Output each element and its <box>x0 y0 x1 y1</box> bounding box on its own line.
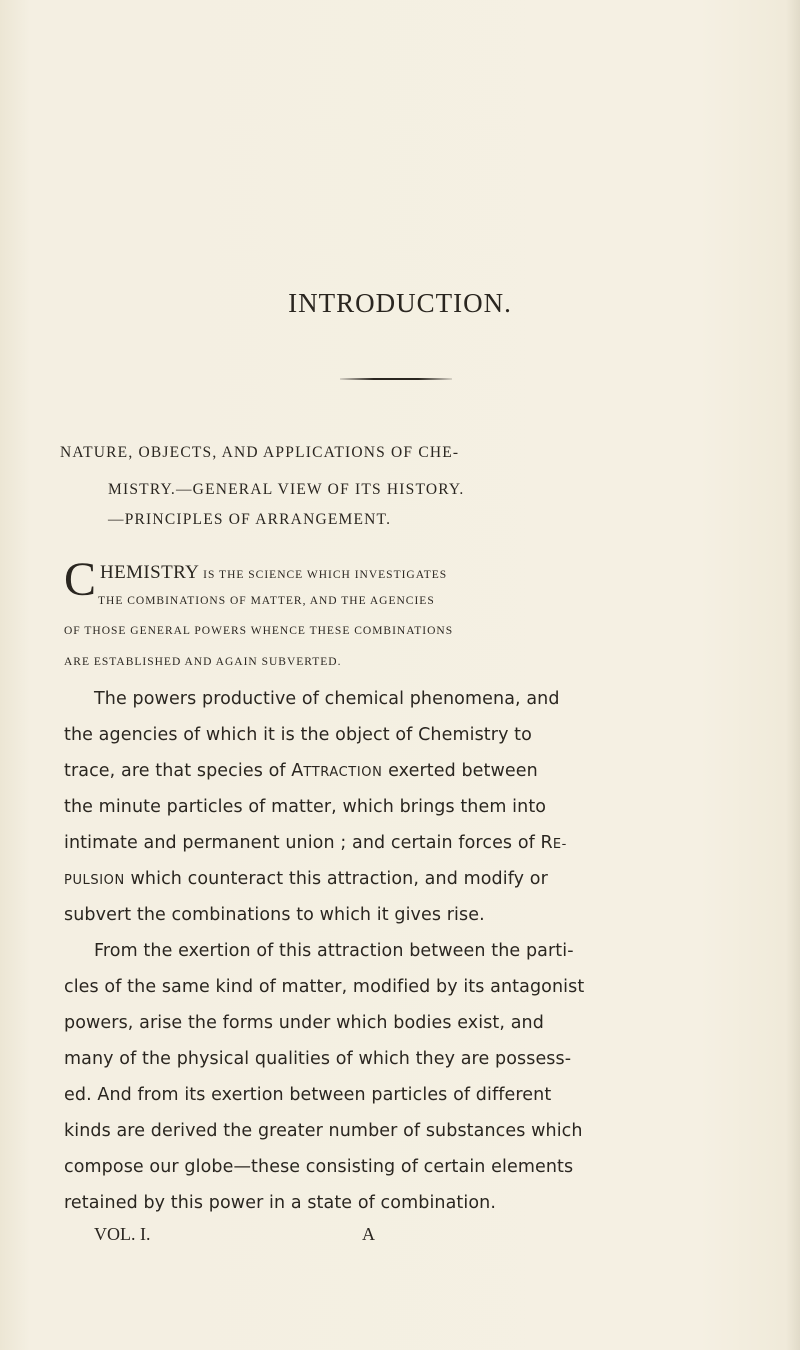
paragraph-1-line-6 <box>64 869 548 889</box>
paragraph-2-line-4: many of the physical qualities of which they are possess- <box>64 1049 572 1069</box>
page-edge-shadow <box>786 0 800 1350</box>
synopsis-line-3: —PRINCIPLES OF ARRANGEMENT. <box>108 511 392 528</box>
p1-l3-start: trace, are that species of A <box>64 761 304 781</box>
p1-l6-end: which counteract this attraction, and modify or <box>124 869 548 889</box>
opening-line-2: THE COMBINATIONS OF MATTER, AND THE AGENCIES <box>98 595 435 607</box>
synopsis-line-1: NATURE, OBJECTS, AND APPLICATIONS OF CHE- <box>60 444 460 461</box>
paragraph-1-line-1: The powers productive of chemical phenomena, and <box>94 689 560 709</box>
opening-line-4: ARE ESTABLISHED AND AGAIN SUBVERTED. <box>64 656 342 668</box>
paragraph-1-line-7: subvert the combinations to which it gives rise. <box>64 905 485 925</box>
opening-line-1-rest: IS THE SCIENCE WHICH INVESTIGATES <box>199 569 448 581</box>
paragraph-2-line-3: powers, arise the forms under which bodies exist, and <box>64 1013 544 1033</box>
signature-mark: A <box>362 1224 375 1244</box>
paragraph-1-line-2: the agencies of which it is the object of Chemistry to <box>64 725 532 745</box>
repulsion-smallcaps-end: PULSION <box>64 873 125 888</box>
p1-l3-end: exerted between <box>382 761 538 781</box>
paragraph-1-line-4: the minute particles of matter, which brings them into <box>64 797 547 817</box>
attraction-smallcaps: TTRACTION <box>303 765 383 780</box>
synopsis-line-2: MISTRY.—GENERAL VIEW OF ITS HISTORY. <box>108 481 465 498</box>
paragraph-2-line-5: ed. And from its exertion between particles of different <box>64 1085 552 1105</box>
paragraph-2-line-7: compose our globe—these consisting of certain elements <box>64 1157 574 1177</box>
paragraph-1-line-5 <box>64 833 567 853</box>
repulsion-smallcaps-start: E- <box>552 837 567 852</box>
chapter-title: INTRODUCTION. <box>288 288 512 318</box>
drop-cap: C <box>64 553 97 606</box>
paragraph-2-line-8: retained by this power in a state of combination. <box>64 1193 497 1213</box>
opening-line-1 <box>100 562 447 584</box>
paragraph-2-line-1: From the exertion of this attraction between the parti- <box>94 941 574 961</box>
volume-number: VOL. I. <box>94 1224 151 1244</box>
opening-word: HEMISTRY <box>100 562 200 583</box>
paragraph-2-line-2: cles of the same kind of matter, modified by its antagonist <box>64 977 585 997</box>
paragraph-2-line-6: kinds are derived the greater number of substances which <box>64 1121 583 1141</box>
paragraph-1-line-3 <box>64 761 538 781</box>
opening-line-3: OF THOSE GENERAL POWERS WHENCE THESE COMBINATIONS <box>64 625 454 637</box>
p1-l5-start: intimate and permanent union ; and certain forces of R <box>64 833 553 853</box>
title-rule <box>340 378 452 380</box>
